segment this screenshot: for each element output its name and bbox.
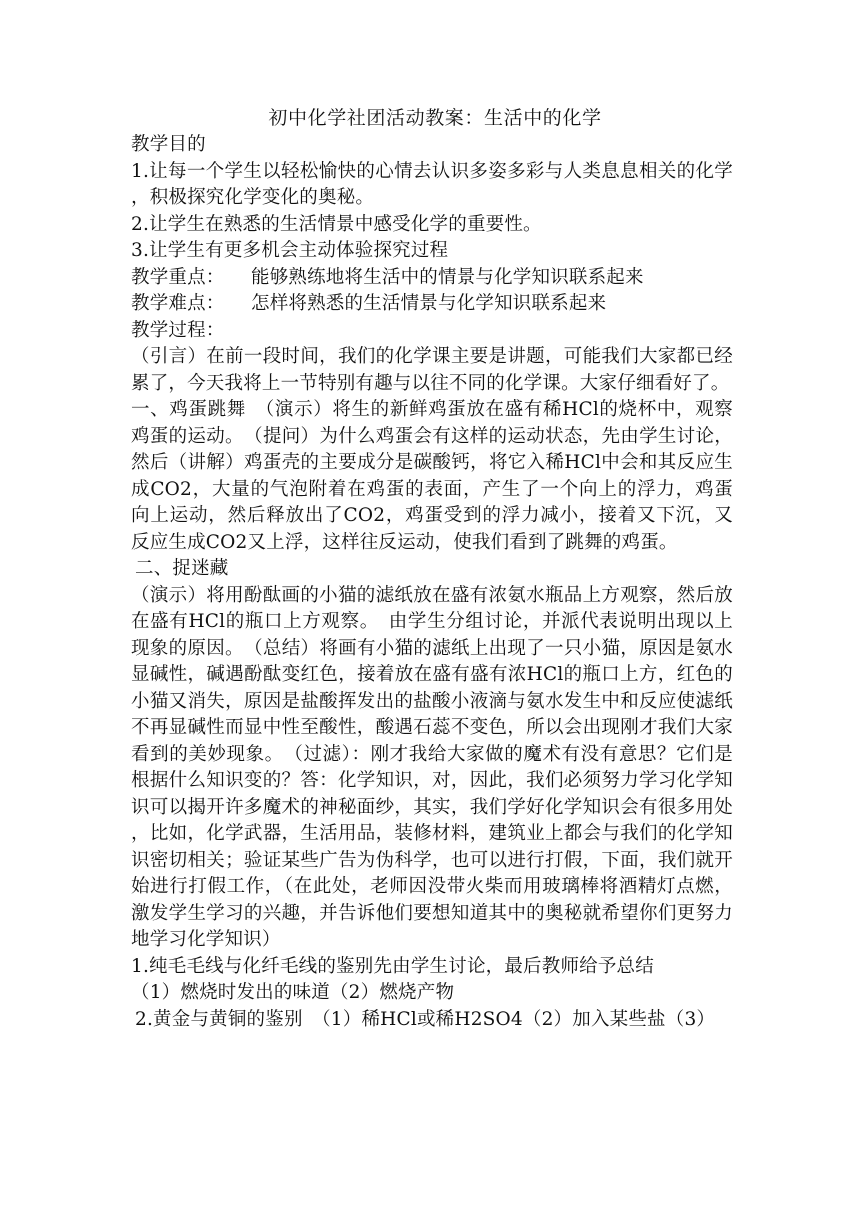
difficulty-label: 教学难点： — [131, 293, 225, 314]
difficulty-row — [131, 291, 733, 318]
key-point-text: 能够熟练地将生活中的情景与化学知识联系起来 — [251, 266, 644, 288]
item-1-detail: （1）燃烧时发出的味道（2）燃烧产物 — [131, 982, 455, 1003]
objective-1: 1.让每一个学生以轻松愉快的心情去认识多姿多彩与人类息息相关的化学，积极探究化学变化的奥秘。 — [131, 160, 733, 208]
objective-3: 3.让学生有更多机会主动体验探究过程 — [131, 240, 449, 261]
difficulty-text: 怎样将熟悉的生活情景与化学知识联系起来 — [251, 293, 607, 314]
section-2-paragraph: （演示）将用酚酞画的小猫的滤纸放在盛有浓氨水瓶品上方观察，然后放在盛有HCl的瓶口上方观察。 由学生分组讨论，并派代表说明出现以上现象的原因。 （总结）将画有小猫的滤纸上出现了一只小猫，原因是氨水显碱性，碱遇酚酞变红色，接着放在盛有盛有浓HCl的瓶口上方，红色的小猫又消失，原因是盐酸挥发出的盐酸小液滴与氨水发生中和反应使滤纸不再显碱性而显中性至酸性，酸遇石蕊不变色，所以会出现刚才我们大家看到的美妙现象。 （过滤）：刚才我给大家做的魔术有没有意思？它们是根据什么知识变的？答：化学知识，对，因此，我们必须努力学习化学知识可以揭开许多魔术的神秘面纱，其实，我们学好化学知识会有很多用处，比如，化学武器，生活用品，装修材料，建筑业上都会与我们的化学知识密切相关；验证某些广告为伪科学，也可以进行打假，下面，我们就开始进行打假工作，（在此处，老师因没带火柴而用玻璃棒将酒精灯点燃，激发学生学习的兴趣，并告诉他们要想知道其中的奥秘就希望你们更努力地学习化学知识） — [131, 584, 733, 950]
key-point-label: 教学重点： — [131, 266, 225, 288]
intro-paragraph: （引言）在前一段时间，我们的化学课主要是讲题，可能我们大家都已经累了，今天我将上一节特别有趣与以往不同的化学课。大家仔细看好了。 — [131, 346, 733, 394]
objectives-heading: 教学目的 — [131, 134, 206, 155]
document-title: 初中化学社团活动教案：生活中的化学 — [268, 107, 602, 129]
section-2-heading: 二、捉迷藏 — [135, 558, 229, 579]
objective-2: 2.让学生在熟悉的生活情景中感受化学的重要性。 — [131, 213, 542, 235]
key-point-row — [131, 265, 733, 292]
item-2: 2.黄金与黄铜的鉴别 （1）稀HCl或稀H2SO4（2）加入某些盐（3） — [135, 1008, 716, 1030]
section-1-paragraph: 一、鸡蛋跳舞 （演示）将生的新鲜鸡蛋放在盛有稀HCl的烧杯中，观察鸡蛋的运动。 （提问）为什么鸡蛋会有这样的运动状态，先由学生讨论，然后（讲解）鸡蛋壳的主要成分是碳酸钙，将它入稀HCl中会和其反应生成CO2，大量的气泡附着在鸡蛋的表面，产生了一个向上的浮力，鸡蛋向上运动，然后释放出了CO2，鸡蛋受到的浮力减小，接着又下沉，又反应生成CO2又上浮，这样往反运动，使我们看到了跳舞的鸡蛋。 — [131, 399, 733, 553]
item-1: 1.纯毛毛线与化纤毛线的鉴别先由学生讨论，最后教师给予总结 — [131, 955, 654, 977]
process-heading: 教学过程： — [131, 319, 225, 341]
document-body — [131, 104, 733, 1033]
